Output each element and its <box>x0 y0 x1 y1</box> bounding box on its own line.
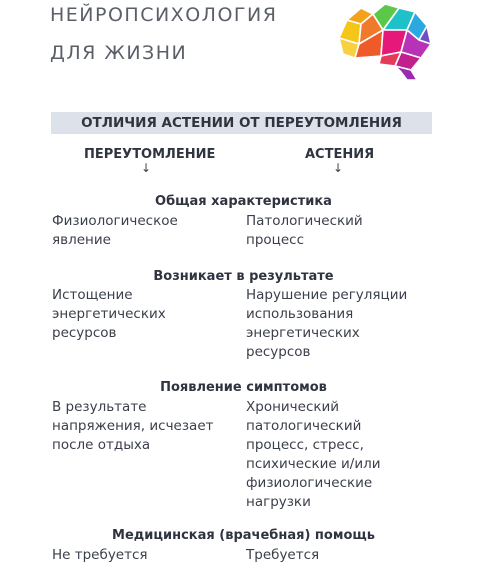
asthenia-cell <box>246 546 436 565</box>
cell-line: физиологические <box>246 475 373 491</box>
cell-line: напряжения, исчезает <box>52 418 214 434</box>
cell-line: В результате <box>52 399 147 415</box>
cell-line: энергетических <box>246 325 360 341</box>
cell-line: нагрузки <box>246 494 311 510</box>
cell-line: патологический <box>246 418 362 434</box>
section-title: Медицинская (врачебная) помощь <box>112 528 375 543</box>
cell-line: Физиологическое <box>52 213 178 229</box>
arrow-down-icon: ↓ <box>333 161 344 175</box>
cell-line: ресурсов <box>52 325 117 341</box>
asthenia-cell <box>246 398 436 512</box>
cell-line: использования <box>246 306 354 322</box>
cell-line: Не требуется <box>52 547 148 563</box>
cell-line: психические и/или <box>246 456 381 472</box>
overwork-cell <box>52 546 242 565</box>
asthenia-cell <box>246 286 436 362</box>
section-title: Возникает в результате <box>153 269 334 284</box>
brand-title-line-2: ДЛЯ ЖИЗНИ <box>50 42 188 64</box>
cell-line: Патологический <box>246 213 363 229</box>
arrow-down-icon: ↓ <box>141 161 152 175</box>
column-header-overwork: ПЕРЕУТОМЛЕНИЕ <box>84 147 216 162</box>
brain-logo-icon <box>333 0 435 82</box>
section-title: Появление симптомов <box>160 380 327 395</box>
cell-line: явление <box>52 232 111 248</box>
asthenia-cell <box>246 212 436 250</box>
page-title: ОТЛИЧИЯ АСТЕНИИ ОТ ПЕРЕУТОМЛЕНИЯ <box>51 112 432 134</box>
section-title: Общая характеристика <box>155 194 332 209</box>
column-header-asthenia: АСТЕНИЯ <box>305 147 375 162</box>
brain-segment <box>395 66 417 80</box>
overwork-cell <box>52 212 242 250</box>
cell-line: энергетических <box>52 306 166 322</box>
cell-line: процесс <box>246 232 304 248</box>
overwork-cell <box>52 286 242 343</box>
brand-title-line-1: НЕЙРОПСИХОЛОГИЯ <box>50 4 278 26</box>
cell-line: Требуется <box>246 547 320 563</box>
cell-line: Истощение <box>52 287 133 303</box>
cell-line: Нарушение регуляции <box>246 287 408 303</box>
cell-line: Хронический <box>246 399 340 415</box>
cell-line: процесс, стресс, <box>246 437 364 453</box>
cell-line: ресурсов <box>246 344 311 360</box>
overwork-cell <box>52 398 242 455</box>
cell-line: после отдыха <box>52 437 151 453</box>
